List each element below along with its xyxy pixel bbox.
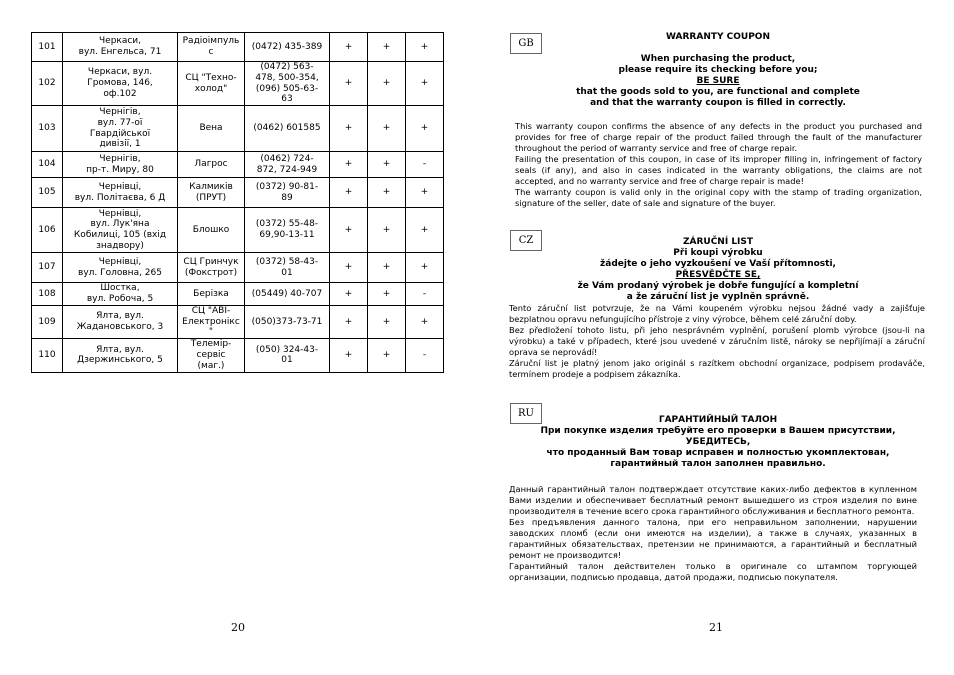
row-number: 104 <box>32 152 63 178</box>
address-cell: Шостка, вул. Робоча, 5 <box>63 283 178 306</box>
table-row <box>32 62 444 106</box>
ru-body <box>509 484 917 583</box>
gb-line: BE SURE <box>696 76 740 86</box>
mark-cell: + <box>406 62 444 106</box>
row-number: 109 <box>32 305 63 338</box>
cz-line: PŘESVĚDČTE SE, <box>675 270 761 280</box>
mark-cell: + <box>368 152 406 178</box>
lang-badge-gb: GB <box>510 33 542 54</box>
cz-paragraph: Bez předložení tohoto listu, při jeho nesprávném vyplnění, porušení plomb výrobce (jsou-li na výrobku) a také v případech, které jsou uvedené v záručním listě, nároky se nepřijímají a záruční oprava se neprovádí! <box>509 325 925 357</box>
cz-body <box>509 303 925 380</box>
lang-badge-ru: RU <box>510 403 542 424</box>
ru-line: УБЕДИТЕСЬ, <box>685 437 751 447</box>
service-center-cell: Калмиків (ПРУТ) <box>178 178 245 208</box>
ru-paragraph: Данный гарантийный талон подтверждает отсутствие каких-либо дефектов в купленном Вами изделии и обеспечивает бесплатный ремонт вышедшего из строя изделия по вине производителя в течение всего срока гарантийного обслуживания и бесплатного ремонта. <box>509 484 917 516</box>
mark-cell: + <box>368 305 406 338</box>
mark-cell: + <box>330 283 368 306</box>
table-row <box>32 178 444 208</box>
cz-line: a že záruční list je vyplněn správně. <box>626 292 810 302</box>
ru-paragraph: Гарантийный талон действителен только в оригинале со штампом торгующей организации, подписью продавца, датой продажи, подписью покупателя. <box>509 561 917 582</box>
row-number: 107 <box>32 253 63 283</box>
mark-cell: + <box>368 33 406 62</box>
mark-cell: + <box>406 178 444 208</box>
ru-paragraph: Без предъявления данного талона, при его неправильном заполнении, нарушении заводских пломб (если они имеются на изделии), а также в случаях, указанных в гарантийных обязательствах, претензии не принимаются, а гарантийный и бесплатный ремонт не производится! <box>509 517 917 560</box>
mark-cell: - <box>406 339 444 372</box>
address-cell: Чернівці, вул. Головна, 265 <box>63 253 178 283</box>
gb-line: that the goods sold to you, are functional and complete <box>576 87 860 97</box>
gb-paragraph: The warranty coupon is valid only in the original copy with the stamp of trading organization, signature of the seller, date of sale and signature of the buyer. <box>515 187 922 208</box>
mark-cell: + <box>368 339 406 372</box>
table-row <box>32 253 444 283</box>
mark-cell: + <box>368 106 406 152</box>
cz-line: že Vám prodaný výrobek je dobře fungující a kompletní <box>577 281 859 291</box>
ru-line: что проданный Вам товар исправен и полностью укомплектован, <box>546 448 890 458</box>
cz-heading <box>510 237 926 303</box>
gb-line: and that the warranty coupon is filled in correctly. <box>590 98 846 108</box>
mark-cell: + <box>406 33 444 62</box>
lang-badge-cz: CZ <box>510 230 542 251</box>
phone-cell: (0462) 724- 872, 724-949 <box>245 152 330 178</box>
phone-cell: (0472) 563- 478, 500-354, (096) 505-63- 63 <box>245 62 330 106</box>
cz-line: Při koupi výrobku <box>673 248 763 258</box>
gb-title: WARRANTY COUPON <box>666 32 770 42</box>
table-row <box>32 208 444 253</box>
phone-cell: (05449) 40-707 <box>245 283 330 306</box>
mark-cell: + <box>330 62 368 106</box>
mark-cell: + <box>330 208 368 253</box>
cz-paragraph: Tento záruční list potvrzuje, že na Vámi koupeném výrobku nejsou žádné vady a zajišťuje bezplatnou opravu nefungujícího přístroje z viny výrobce, během celé záruční doby. <box>509 303 925 324</box>
service-center-cell: СЦ "АВІ- Електронікс " <box>178 305 245 338</box>
mark-cell: + <box>406 253 444 283</box>
right-page <box>477 0 954 675</box>
address-cell: Ялта, вул. Дзержинського, 5 <box>63 339 178 372</box>
service-center-cell: Вена <box>178 106 245 152</box>
address-cell: Ялта, вул. Жадановського, 3 <box>63 305 178 338</box>
table-row <box>32 283 444 306</box>
phone-cell: (0372) 55-48- 69,90-13-11 <box>245 208 330 253</box>
address-cell: Чернігів, пр-т. Миру, 80 <box>63 152 178 178</box>
page-number-left: 20 <box>231 621 245 634</box>
cz-line: žádejte o jeho vyzkoušení ve Vaší přítomnosti, <box>600 259 836 269</box>
mark-cell: + <box>368 253 406 283</box>
gb-paragraph: This warranty coupon confirms the absence of any defects in the product you purchased and provides for free of charge repair of the product failed through the fault of the manufacturer throughout the period of warranty service and free of charge repair. <box>515 121 922 153</box>
mark-cell: + <box>406 106 444 152</box>
ru-line: гарантийный талон заполнен правильно. <box>610 459 826 469</box>
row-number: 108 <box>32 283 63 306</box>
address-cell: Чернівці, вул. Політаєва, 6 Д <box>63 178 178 208</box>
gb-line: When purchasing the product, <box>640 54 796 64</box>
address-cell: Чернігів, вул. 77-ої Гвардійської дивізії, 1 <box>63 106 178 152</box>
row-number: 105 <box>32 178 63 208</box>
phone-cell: (050) 324-43- 01 <box>245 339 330 372</box>
table-row <box>32 33 444 62</box>
service-center-cell: Телемір- сервіс (маг.) <box>178 339 245 372</box>
phone-cell: (0462) 601585 <box>245 106 330 152</box>
gb-paragraph: Failing the presentation of this coupon, in case of its improper filling in, infringement of factory seals (if any), and also in cases indicated in the warranty obligations, the claims are not accepted, and no warranty service and free of charge repair is made! <box>515 154 922 186</box>
mark-cell: + <box>368 208 406 253</box>
address-cell: Чернівці, вул. Лук'яна Кобилиці, 105 (вхід знадвору) <box>63 208 178 253</box>
service-center-cell: СЦ "Техно- холод" <box>178 62 245 106</box>
mark-cell: - <box>406 283 444 306</box>
gb-body <box>515 121 922 209</box>
mark-cell: + <box>330 152 368 178</box>
mark-cell: + <box>368 178 406 208</box>
table-row <box>32 305 444 338</box>
ru-line: При покупке изделия требуйте его проверки в Вашем присутствии, <box>540 426 896 436</box>
gb-line: please require its checking before you; <box>618 65 818 75</box>
phone-cell: (0472) 435-389 <box>245 33 330 62</box>
gb-heading <box>510 32 926 109</box>
table-row <box>32 106 444 152</box>
cz-paragraph: Záruční list je platný jenom jako originál s razítkem obchodní organizace, podpisem prodaváče, termínem prodeje a podpisem zákazníka. <box>509 358 925 379</box>
mark-cell: + <box>330 305 368 338</box>
service-center-cell: Берізка <box>178 283 245 306</box>
service-center-cell: Лагрос <box>178 152 245 178</box>
page-number-right: 21 <box>709 621 723 634</box>
mark-cell: + <box>368 62 406 106</box>
mark-cell: + <box>330 33 368 62</box>
mark-cell: + <box>330 253 368 283</box>
mark-cell: + <box>368 283 406 306</box>
row-number: 110 <box>32 339 63 372</box>
table-row <box>32 339 444 372</box>
mark-cell: + <box>330 178 368 208</box>
mark-cell: - <box>406 152 444 178</box>
phone-cell: (0372) 90-81- 89 <box>245 178 330 208</box>
row-number: 103 <box>32 106 63 152</box>
table-row <box>32 152 444 178</box>
service-center-cell: Радіоімпуль с <box>178 33 245 62</box>
row-number: 101 <box>32 33 63 62</box>
phone-cell: (050)373-73-71 <box>245 305 330 338</box>
mark-cell: + <box>330 339 368 372</box>
row-number: 106 <box>32 208 63 253</box>
mark-cell: + <box>406 208 444 253</box>
service-center-cell: Блошко <box>178 208 245 253</box>
phone-cell: (0372) 58-43- 01 <box>245 253 330 283</box>
mark-cell: + <box>406 305 444 338</box>
address-cell: Черкаси, вул. Енгельса, 71 <box>63 33 178 62</box>
mark-cell: + <box>330 106 368 152</box>
ru-heading <box>510 415 926 470</box>
ru-title: ГАРАНТИЙНЫЙ ТАЛОН <box>658 415 778 425</box>
address-cell: Черкаси, вул. Громова, 146, оф.102 <box>63 62 178 106</box>
service-center-cell: СЦ Гринчук (Фокстрот) <box>178 253 245 283</box>
row-number: 102 <box>32 62 63 106</box>
cz-title: ZÁRUČNÍ LIST <box>682 237 754 247</box>
service-centers-table <box>31 32 444 373</box>
